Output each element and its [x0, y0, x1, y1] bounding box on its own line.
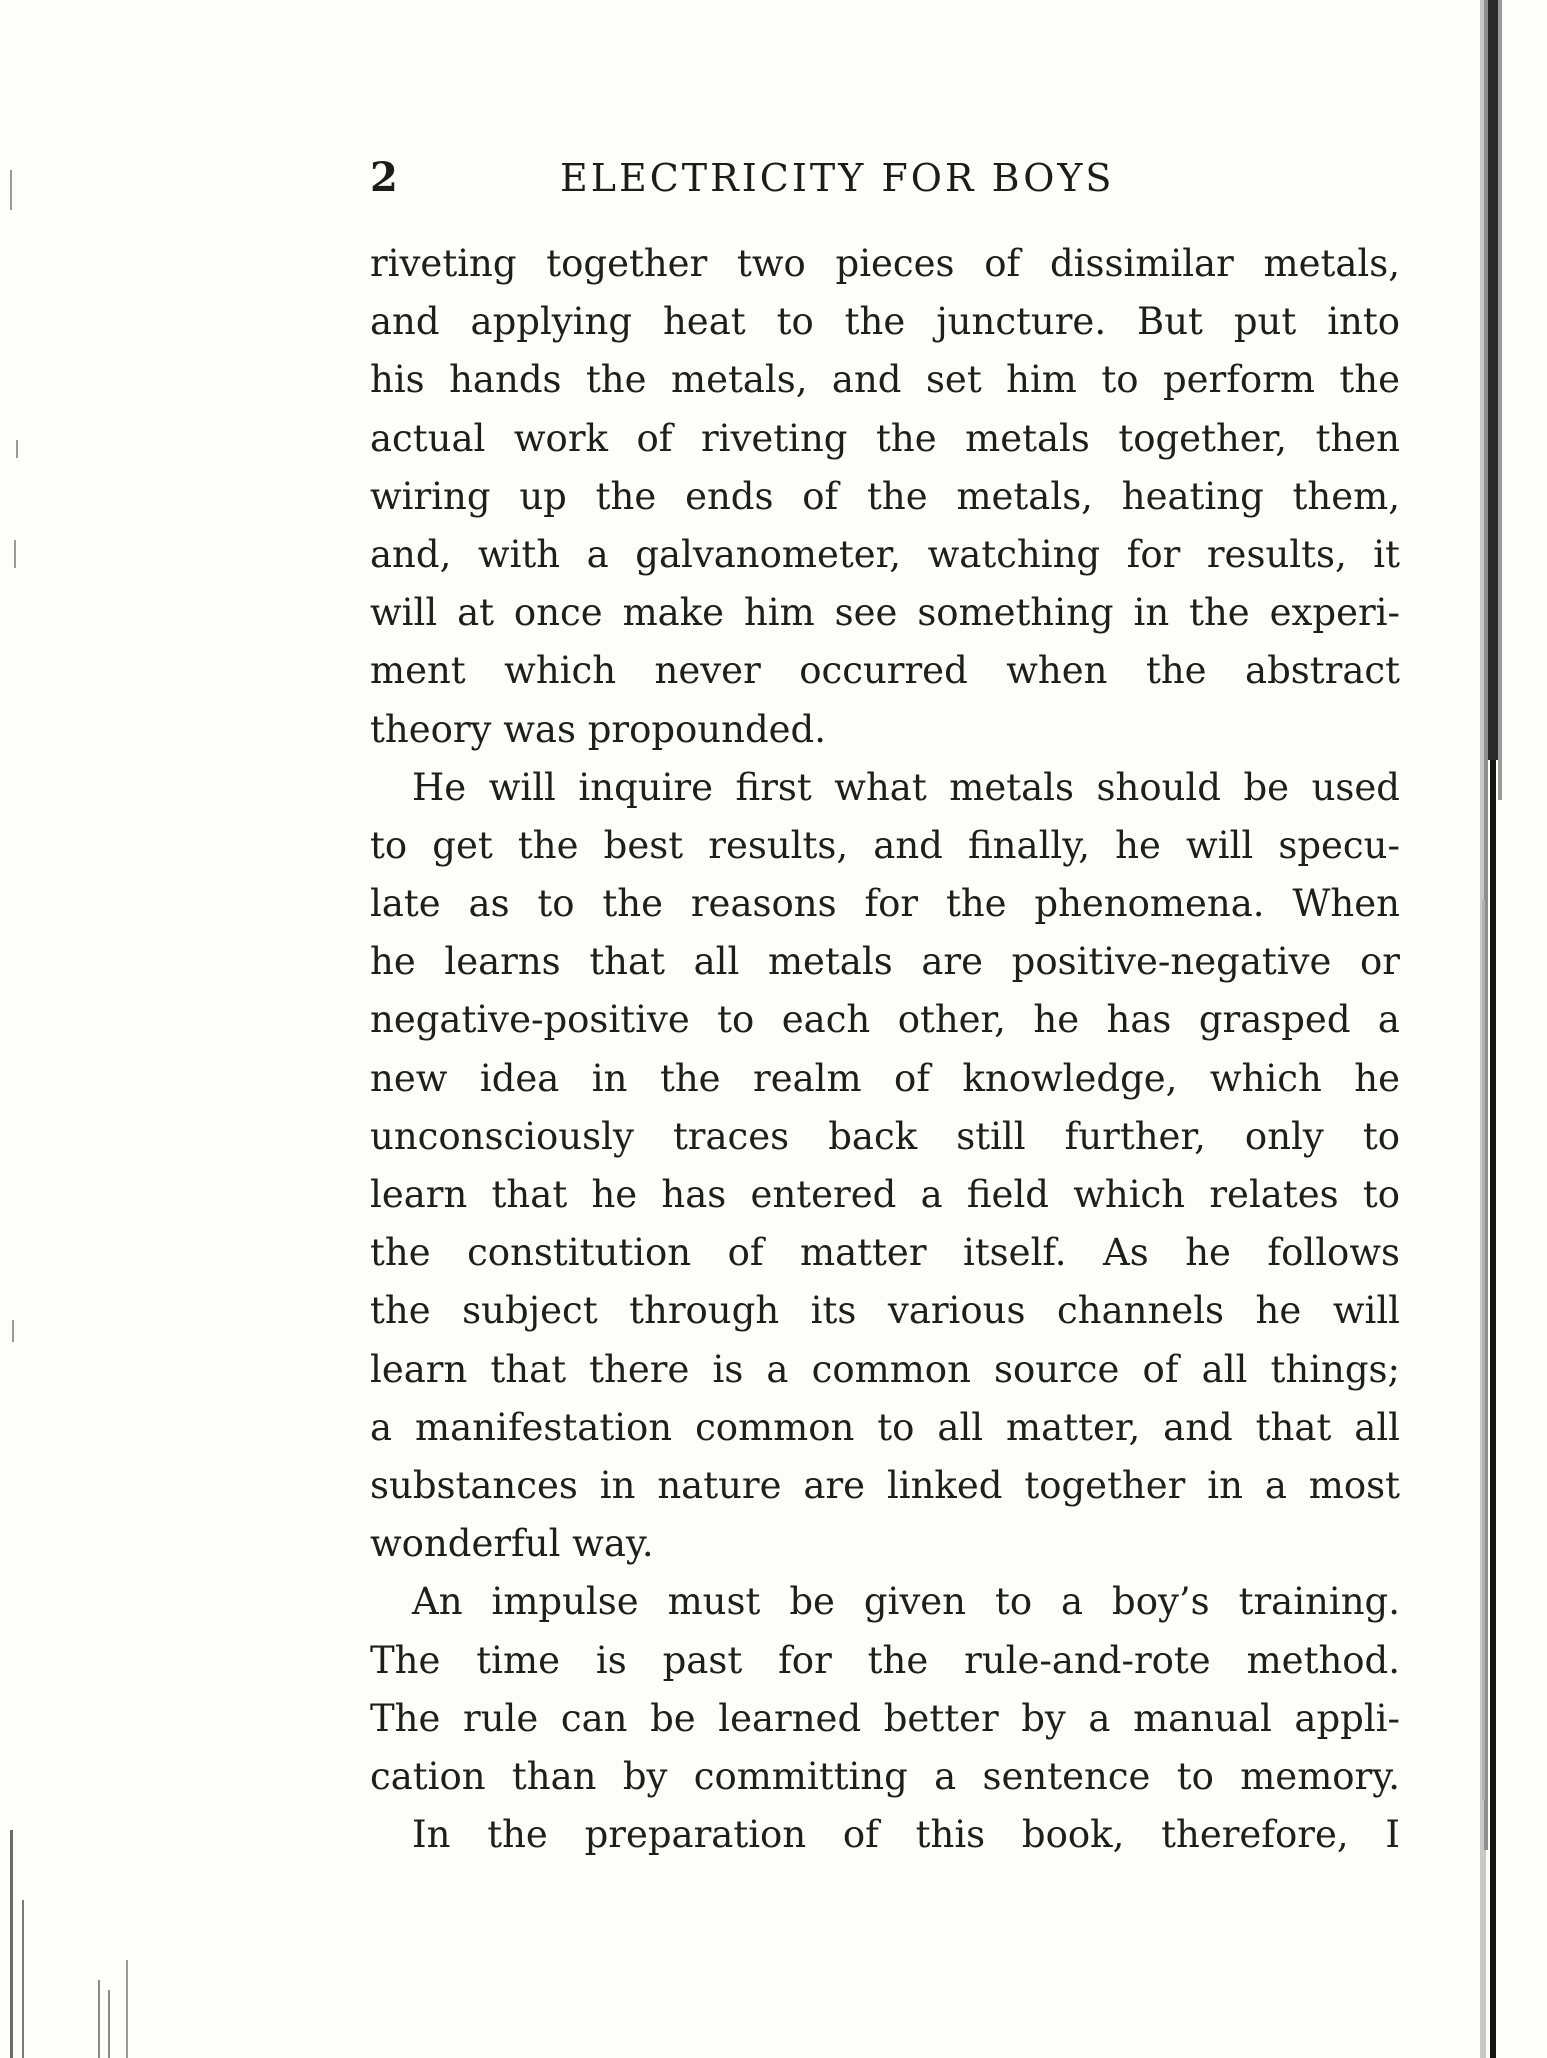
text-line: to get the best results, and finally, he will specu-: [370, 823, 1400, 867]
scan-artifact: [12, 1320, 14, 1342]
text-line: the constitution of matter itself. As he follows: [370, 1231, 1400, 1275]
text-line: wiring up the ends of the metals, heating them,: [370, 474, 1400, 518]
scan-artifact: [10, 1830, 13, 2058]
text-line: the subject through its various channels he will: [370, 1289, 1400, 1333]
scan-artifact: [10, 170, 12, 210]
binding-shadow: [1468, 0, 1547, 2058]
body-text: [370, 235, 1400, 1864]
text-line: The rule can be learned better by a manual appli-: [370, 1696, 1400, 1740]
text-line: theory was propounded.: [370, 707, 826, 751]
text-line: ment which never occurred when the abstract: [370, 649, 1400, 693]
scan-artifact: [16, 440, 18, 458]
text-line: his hands the metals, and set him to perform the: [370, 358, 1400, 402]
running-title: ELECTRICITY FOR BOYS: [560, 156, 1115, 200]
text-line: and, with a galvanometer, watching for results, it: [370, 532, 1400, 576]
text-line: riveting together two pieces of dissimilar metals,: [370, 242, 1400, 285]
text-line: and applying heat to the juncture. But put into: [370, 300, 1400, 344]
scan-artifact: [98, 1980, 100, 2058]
text-line: new idea in the realm of knowledge, which he: [370, 1056, 1400, 1100]
text-line: learn that there is a common source of all things;: [370, 1347, 1400, 1391]
page-number: 2: [370, 154, 398, 201]
text-line: In the preparation of this book, therefore, I: [412, 1813, 1400, 1857]
text-line: learn that he has entered a field which relates to: [370, 1173, 1400, 1216]
text-line: late as to the reasons for the phenomena. When: [370, 882, 1400, 926]
scan-artifact: [108, 1990, 110, 2058]
text-line: The time is past for the rule-and-rote method.: [370, 1638, 1400, 1682]
scan-artifact: [14, 540, 16, 568]
text-line: he learns that all metals are positive-negative or: [370, 940, 1400, 984]
text-line: will at once make him see something in the experi-: [370, 591, 1400, 635]
page-header: [370, 150, 1410, 206]
text-line: a manifestation common to all matter, and that all: [370, 1405, 1400, 1449]
text-line: negative-positive to each other, he has grasped a: [370, 998, 1400, 1042]
text-line: cation than by committing a sentence to memory.: [370, 1754, 1400, 1798]
text-line: unconsciously traces back still further, only to: [370, 1114, 1400, 1158]
text-line: wonderful way.: [370, 1522, 654, 1566]
text-line: He will inquire first what metals should be used: [412, 765, 1400, 809]
text-line: actual work of riveting the metals together, then: [370, 416, 1400, 460]
scan-artifact: [22, 1900, 24, 2058]
scan-artifact: [126, 1960, 128, 2058]
text-line: substances in nature are linked together in a most: [370, 1463, 1400, 1507]
text-line: An impulse must be given to a boy’s training.: [412, 1580, 1400, 1624]
